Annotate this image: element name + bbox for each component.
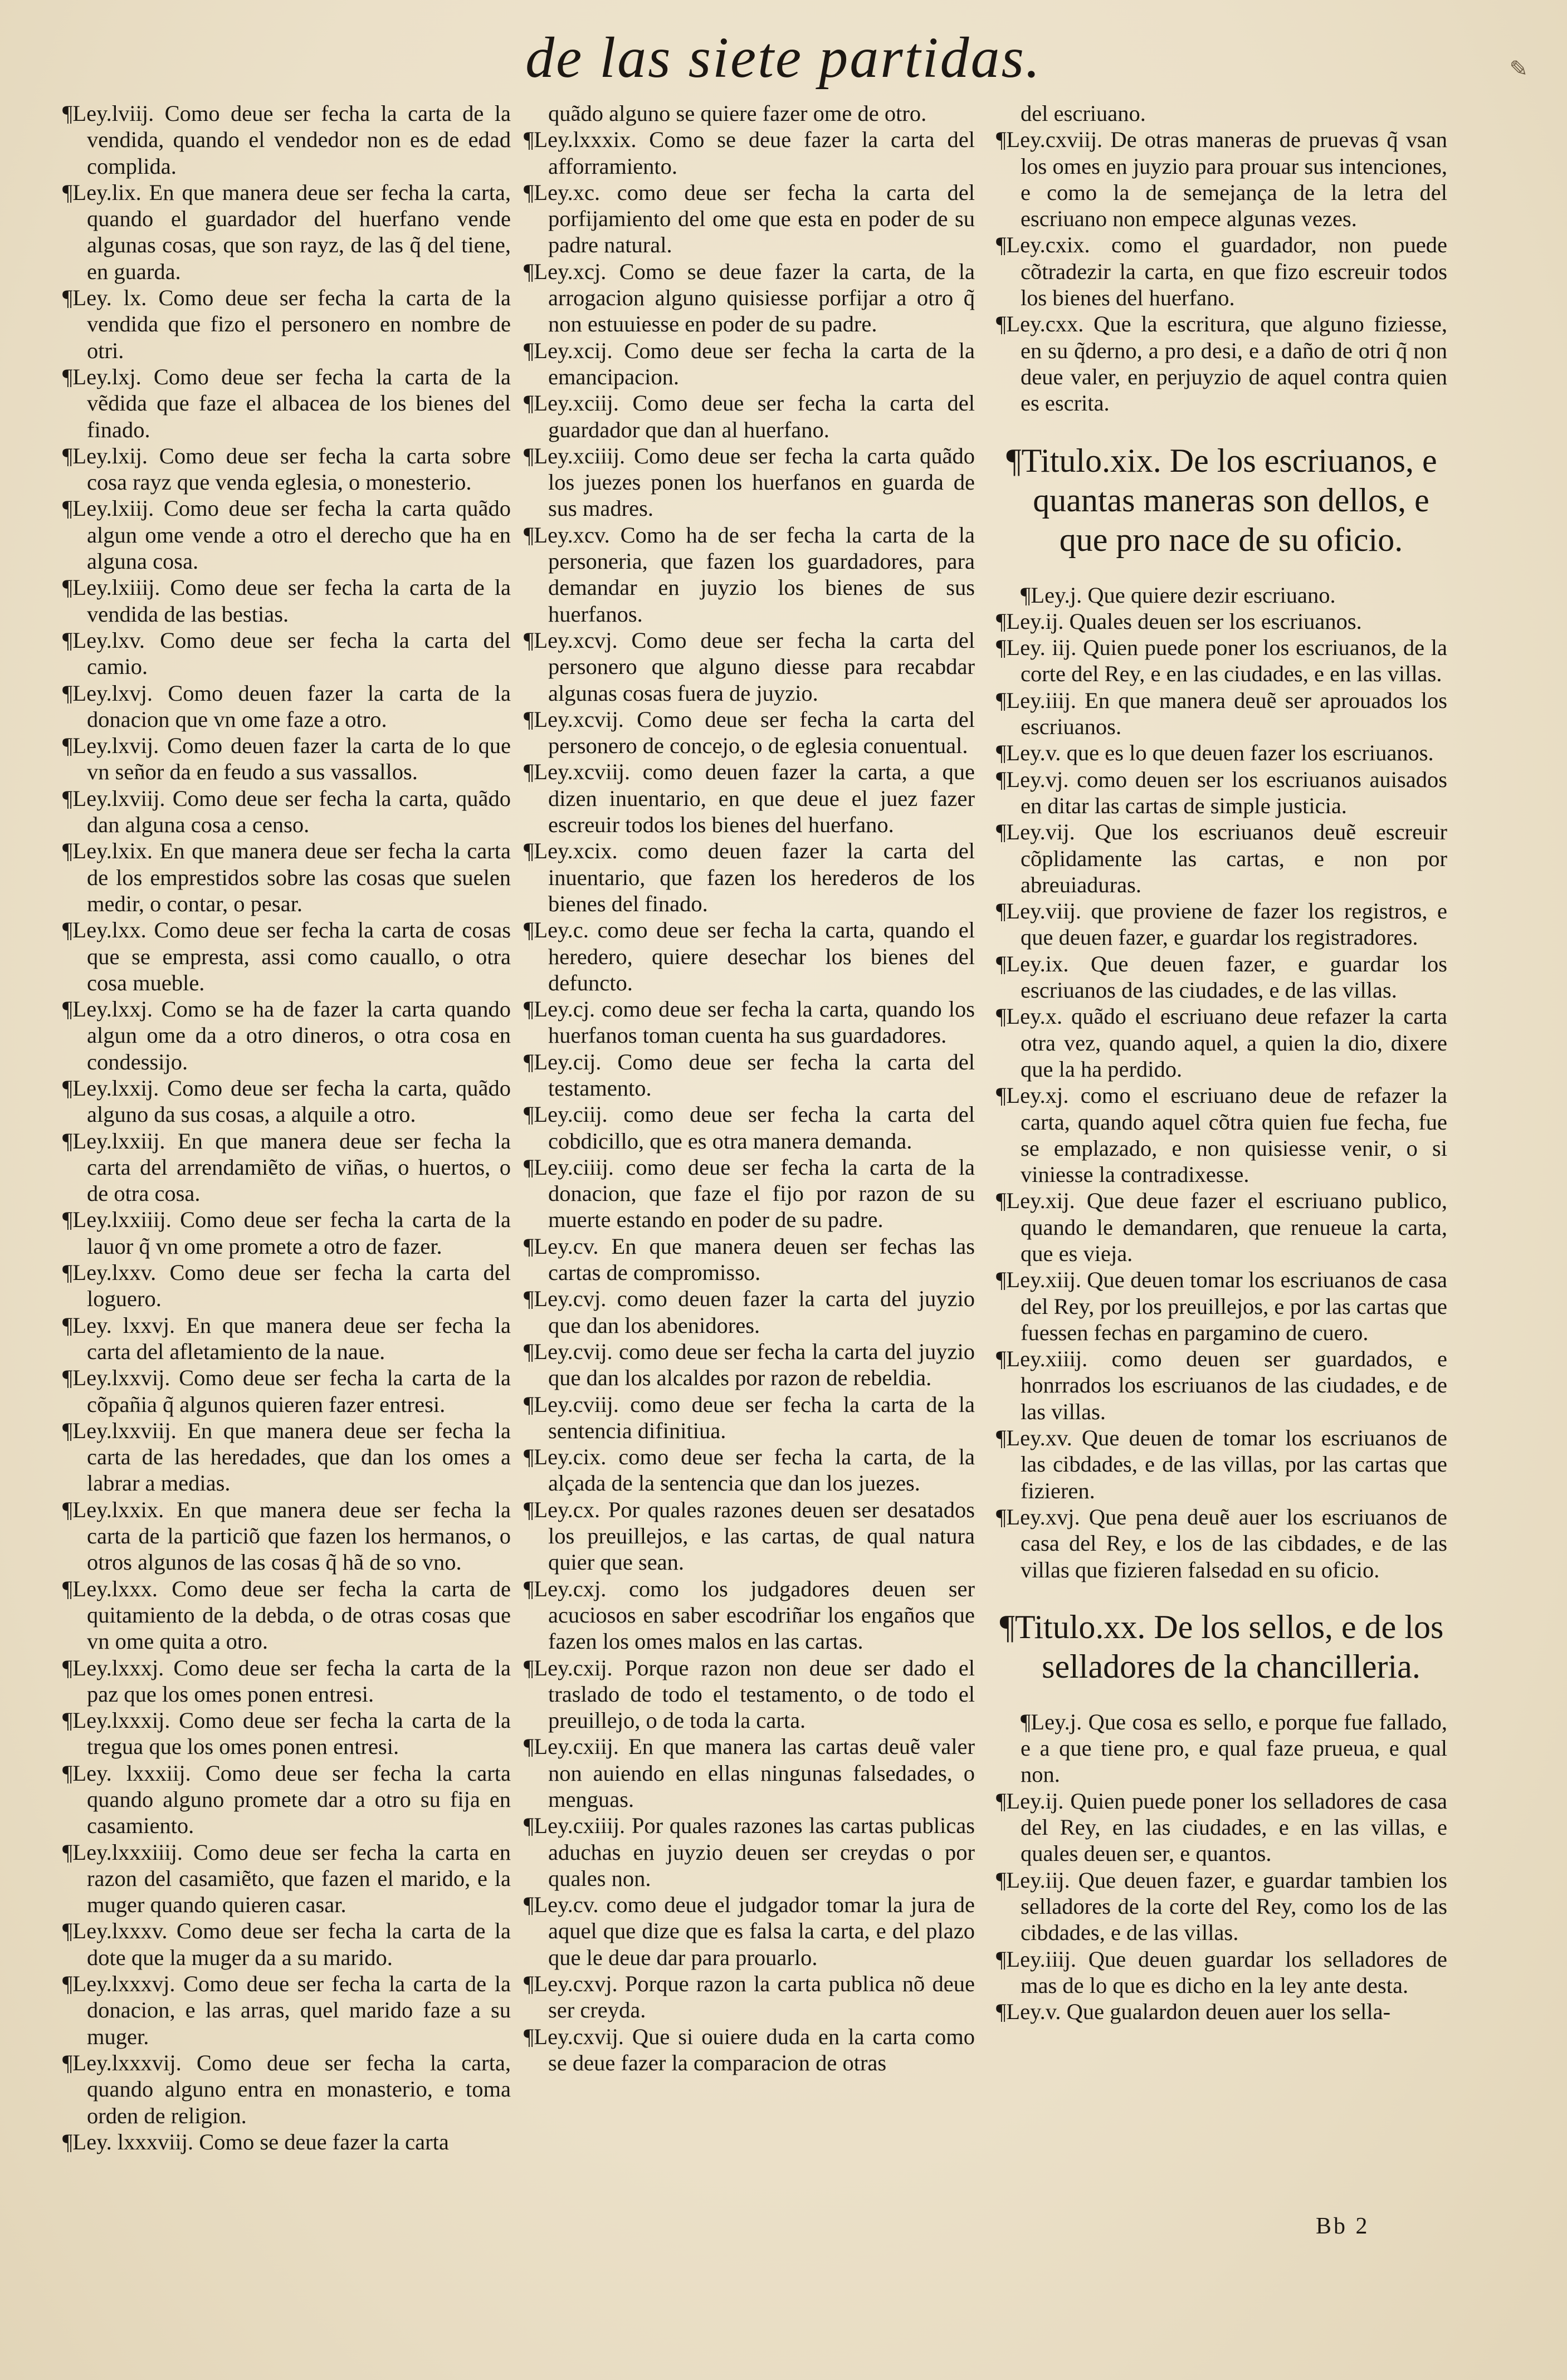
ley-entry: ¶Ley.lxxxvij. Como deue ser fecha la carta, quando alguno entra en monasterio, e toma orden de religion. (62, 2050, 511, 2128)
ley-entry: ¶Ley.viij. que proviene de fazer los registros, e que deuen fazer, e guardar los registradores. (996, 898, 1447, 950)
column-left (62, 100, 511, 2155)
ley-entry: ¶Ley.lxij. Como deue ser fecha la carta sobre cosa rayz que venda eglesia, o monesterio. (62, 443, 511, 495)
ley-entry: quãdo alguno se quiere fazer ome de otro. (548, 101, 927, 126)
running-title: de las siete partidas. (525, 26, 1042, 90)
title-xx-heading: ¶Titulo.xx. De los sellos, e de los selladores de la chancilleria. (999, 1608, 1444, 1685)
ley-entry: ¶Ley.lxx. Como deue ser fecha la carta de cosas que se empresta, assi como cauallo, o otra cosa mueble. (62, 917, 511, 995)
column-right (996, 100, 1447, 2025)
ley-entry: ¶Ley. lxxvj. En que manera deue ser fecha la carta del afletamiento de la naue. (62, 1312, 511, 1364)
col3-entries-b (996, 582, 1447, 1583)
ley-entry: ¶Ley.v. Que gualardon deuen auer los sella- (996, 1999, 1391, 2025)
ley-entry: ¶Ley.lxxxix. Como se deue fazer la carta del afforramiento. (524, 127, 975, 179)
ley-entry: ¶Ley.cxiij. En que manera las cartas deuẽ valer non auiendo en ellas ningunas falsedades, o menguas. (524, 1734, 975, 1812)
ley-entry: ¶Ley.cxij. Porque razon non deue ser dado el traslado de todo el testamento, o de todo el preuillejo, o de toda la carta. (524, 1655, 975, 1733)
ley-entry: ¶Ley.ij. Quien puede poner los selladores de casa del Rey, en las ciudades, e en las villas, e quales deuen ser, e quantos. (996, 1788, 1447, 1866)
ley-entry: ¶Ley.xcvij. Como deue ser fecha la carta del personero de concejo, o de eglesia conuentual. (524, 706, 975, 759)
ley-entry: ¶Ley.xcvj. Como deue ser fecha la carta del personero que alguno diesse para recabdar algunas cosas fuera de juyzio. (524, 627, 975, 706)
ley-entry: ¶Ley.vij. Que los escriuanos deuẽ escreuir cõplidamente las cartas, e non por abreuiaduras. (996, 819, 1447, 897)
ley-entry: ¶Ley.xc. como deue ser fecha la carta del porfijamiento del ome que esta en poder de su padre natural. (524, 179, 975, 258)
ley-entry: ¶Ley.ciij. como deue ser fecha la carta del cobdicillo, que es otra manera demanda. (524, 1102, 975, 1154)
ley-entry: ¶Ley.lxix. En que manera deue ser fecha la carta de los emprestidos sobre las cosas que suelen medir, o contar, o pesar. (62, 838, 511, 916)
ley-entry: ¶Ley. lxxxiij. Como deue ser fecha la carta quando alguno promete dar a otro su fija en casamiento. (62, 1760, 511, 1839)
ley-entry: ¶Ley.xj. como el escriuano deue de refazer la carta, quando aquel cõtra quien fue fecha, fue se emplazado, e non quisiesse venir, o si viniesse la contradixesse. (996, 1083, 1447, 1187)
ley-entry: ¶Ley. iij. Quien puede poner los escriuanos, de la corte del Rey, e en las ciudades, e en las villas. (996, 635, 1447, 687)
ley-entry: ¶Ley.lviij. Como deue ser fecha la carta de la vendida, quando el vendedor non es de edad complida. (62, 101, 511, 179)
ley-entry: ¶Ley.iiij. En que manera deuẽ ser aprouados los escriuanos. (996, 687, 1447, 740)
ley-entry: ¶Ley.lxxix. En que manera deue ser fecha la carta de la particiõ que fazen los hermanos, o otros algunos de las cosas q̃ hã de so vno. (62, 1497, 511, 1575)
ley-entry: ¶Ley.lxxxiiij. Como deue ser fecha la carta en razon del casamiẽto, que fazen el marido, e la muger quando quieren casar. (62, 1839, 511, 1918)
ley-entry: ¶Ley.cij. Como deue ser fecha la carta del testamento. (524, 1049, 975, 1101)
ley-entry: ¶Ley.cix. como deue ser fecha la carta, de la alçada de la sentencia que dan los juezes. (524, 1444, 975, 1496)
ley-entry: ¶Ley.j. Que quiere dezir escriuano. (1021, 582, 1336, 608)
ley-entry: ¶Ley.cxvj. Porque razon la carta publica nõ deue ser creyda. (524, 1971, 975, 2023)
ley-entry: ¶Ley.cvj. como deuen fazer la carta del juyzio que dan los abenidores. (524, 1286, 975, 1338)
ley-entry: ¶Ley.lxviij. Como deue ser fecha la carta, quãdo dan alguna cosa a censo. (62, 785, 511, 838)
ley-entry: del escriuano. (1021, 101, 1146, 126)
ley-entry: ¶Ley.cxx. Que la escritura, que alguno fiziesse, en su q̃derno, a pro desi, e a daño de otri q̃ non deue valer, en perjuyzio de aquel contra quien es escrita. (996, 311, 1447, 416)
ley-entry: ¶Ley.xcv. Como ha de ser fecha la carta de la personeria, que fazen los guardadores, para demandar en juyzio los bienes de sus huerfanos. (524, 522, 975, 627)
ley-entry: ¶Ley.xcj. Como se deue fazer la carta, de la arrogacion alguno quisiesse porfijar a otro q̃ non estuuiesse en poder de su padre. (524, 258, 975, 337)
ley-entry: ¶Ley.lxxxv. Como deue ser fecha la carta de la dote que la muger da a su marido. (62, 1918, 511, 1970)
column-middle (524, 100, 975, 2076)
ley-entry: ¶Ley.x. quãdo el escriuano deue refazer la carta otra vez, quando aquel, a quien la dio, dixere que la ha perdido. (996, 1004, 1447, 1082)
ley-entry: ¶Ley.lxiij. Como deue ser fecha la carta quãdo algun ome vende a otro el derecho que ha en alguna cosa. (62, 496, 511, 574)
ley-entry: ¶Ley. lx. Como deue ser fecha la carta de la vendida que fizo el personero en nombre de otri. (62, 285, 511, 363)
col3-entries-c (996, 1709, 1447, 2025)
ley-entry: ¶Ley.xcij. Como deue ser fecha la carta de la emancipacion. (524, 338, 975, 389)
ley-entry: ¶Ley.lxvj. Como deuen fazer la carta de la donacion que vn ome faze a otro. (62, 680, 511, 732)
ley-entry: ¶Ley.j. Que cosa es sello, e porque fue fallado, e a que tiene pro, e qual faze prueua, e qual non. (1021, 1709, 1447, 1787)
ley-entry: ¶Ley.cv. como deue el judgador tomar la jura de aquel que dize que es falsa la carta, e del plazo que le deue dar para prouarlo. (524, 1892, 975, 1970)
ley-entry: ¶Ley.xiiij. como deuen ser guardados, e honrrados los escriuanos de las ciudades, e de las villas. (996, 1346, 1447, 1424)
ley-entry: ¶Ley.lxv. Como deue ser fecha la carta del camio. (62, 627, 511, 680)
ley-entry: ¶Ley.cv. En que manera deuen ser fechas las cartas de compromisso. (524, 1233, 975, 1286)
ley-entry: ¶Ley.lxxj. Como se ha de fazer la carta quando algun ome da a otro dineros, o otra cosa en condessijo. (62, 996, 511, 1074)
signature-mark: Bb 2 (1316, 2213, 1370, 2239)
ley-entry: ¶Ley.lxxxj. Como deue ser fecha la carta de la paz que los omes ponen entresi. (62, 1655, 511, 1707)
ley-entry: ¶Ley.lxxviij. En que manera deue ser fecha la carta de las heredades, que dan los omes a labrar a medias. (62, 1418, 511, 1496)
ley-entry: ¶Ley.xv. Que deuen de tomar los escriuanos de las cibdades, e de las villas, por las cartas que fizieren. (996, 1425, 1447, 1503)
ley-entry: ¶Ley.lxxxij. Como deue ser fecha la carta de la tregua que los omes ponen entresi. (62, 1708, 511, 1760)
ley-entry: ¶Ley.cviij. como deue ser fecha la carta de la sentencia difinitiua. (524, 1391, 975, 1443)
pen-mark-icon: ✎ (1509, 56, 1528, 81)
ley-entry: ¶Ley.lxxiij. En que manera deue ser fecha la carta del arrendamiẽto de viñas, o huertos, o de otra cosa. (62, 1128, 511, 1206)
ley-entry: ¶Ley.ij. Quales deuen ser los escriuanos. (996, 608, 1362, 634)
ley-entry: ¶Ley.lxvij. Como deuen fazer la carta de lo que vn señor da en feudo a sus vassallos. (62, 733, 511, 785)
col3-entries-a (996, 100, 1447, 417)
ley-entry: ¶Ley.ix. Que deuen fazer, e guardar los escriuanos de las ciudades, e de las villas. (996, 951, 1447, 1003)
ley-entry: ¶Ley.xcix. como deuen fazer la carta del inuentario, que fazen los herederos de los bienes del finado. (524, 838, 975, 916)
ley-entry: ¶Ley.xiij. Que deuen tomar los escriuanos de casa del Rey, por los preuillejos, e por las cartas que fuessen fechas en pargamino de cuero. (996, 1267, 1447, 1345)
ley-entry: ¶Ley.xcviij. como deuen fazer la carta, a que dizen inuentario, en que deue el juez fazer escreuir todos los bienes del huerfano. (524, 759, 975, 838)
ley-entry: ¶Ley. lxxxviij. Como se deue fazer la carta (62, 2129, 449, 2154)
ley-entry: ¶Ley.cj. como deue ser fecha la carta, quando los huerfanos toman cuenta ha sus guardadores. (524, 996, 975, 1048)
ley-entry: ¶Ley.cxiiij. Por quales razones las cartas publicas aduchas en juyzio deuen ser creydas o por quales non. (524, 1813, 975, 1891)
title-xix-heading: ¶Titulo.xix. De los escriuanos, e quantas maneras son dellos, e que pro nace de su oficio. (1006, 442, 1437, 558)
ley-entry: ¶Ley.lxxxvj. Como deue ser fecha la carta de la donacion, e las arras, quel marido faze a su muger. (62, 1971, 511, 2049)
ley-entry: ¶Ley.lxiiij. Como deue ser fecha la carta de la vendida de las bestias. (62, 575, 511, 627)
ley-entry: ¶Ley.v. que es lo que deuen fazer los escriuanos. (996, 740, 1434, 766)
ley-entry: ¶Ley.lix. En que manera deue ser fecha la carta, quando el guardador del huerfano vende algunas cosas, que son rayz, de las q̃ del tiene, en guarda. (62, 179, 511, 284)
ley-entry: ¶Ley.xvj. Que pena deuẽ auer los escriuanos de casa del Rey, e los de las cibdades, e de las villas que fizieren falsedad en su oficio. (996, 1504, 1447, 1582)
ley-entry: ¶Ley.cxvij. Que si ouiere duda en la carta como se deue fazer la comparacion de otras (524, 2024, 975, 2075)
ley-entry: ¶Ley.xciiij. Como deue ser fecha la carta quãdo los juezes ponen los huerfanos en guarda de sus madres. (524, 443, 975, 521)
ley-entry: ¶Ley.iiij. Que deuen guardar los selladores de mas de lo que es dicho en la ley ante desta. (996, 1946, 1447, 1998)
ley-entry: ¶Ley.cx. Por quales razones deuen ser desatados los preuillejos, e las cartas, de qual natura quier que sean. (524, 1497, 975, 1575)
ley-entry: ¶Ley.lxxij. Como deue ser fecha la carta, quãdo alguno da sus cosas, a alquile a otro. (62, 1075, 511, 1127)
ley-entry: ¶Ley.xciij. Como deue ser fecha la carta del guardador que dan al huerfano. (524, 390, 975, 442)
ley-entry: ¶Ley.lxj. Como deue ser fecha la carta de la vẽdida que faze el albacea de los bienes del finado. (62, 364, 511, 442)
ley-entry: ¶Ley.xij. Que deue fazer el escriuano publico, quando le demandaren, que renueue la carta, que es vieja. (996, 1188, 1447, 1266)
ley-entry: ¶Ley.cxj. como los judgadores deuen ser acuciosos en saber escodriñar los engaños que fazen los omes malos en las cartas. (524, 1576, 975, 1654)
ley-entry: ¶Ley.cxviij. De otras maneras de pruevas q̃ vsan los omes en juyzio para prouar sus intenciones, e como la de semejança de la letra del escriuano non empece algunas vezes. (996, 127, 1447, 232)
ley-entry: ¶Ley.vj. como deuen ser los escriuanos auisados en ditar las cartas de simple justicia. (996, 766, 1447, 818)
ley-entry: ¶Ley.lxxx. Como deue ser fecha la carta de quitamiento de la debda, o de otras cosas que vn ome quita a otro. (62, 1576, 511, 1654)
ley-entry: ¶Ley.cxix. como el guardador, non puede cõtradezir la carta, en que fizo escreuir todos los bienes del huerfano. (996, 232, 1447, 311)
ley-entry: ¶Ley.iij. Que deuen fazer, e guardar tambien los selladores de la corte del Rey, como los de las cibdades, e de las villas. (996, 1867, 1447, 1946)
ley-entry: ¶Ley.ciiij. como deue ser fecha la carta de la donacion, que faze el fijo por razon de su muerte estando en poder de su padre. (524, 1154, 975, 1233)
ley-entry: ¶Ley.lxxvij. Como deue ser fecha la carta de la cõpañia q̃ algunos quieren fazer entresi. (62, 1365, 511, 1417)
ley-entry: ¶Ley.lxxv. Como deue ser fecha la carta del loguero. (62, 1260, 511, 1312)
ley-entry: ¶Ley.cvij. como deue ser fecha la carta del juyzio que dan los alcaldes por razon de rebeldia. (524, 1338, 975, 1391)
ley-entry: ¶Ley.lxxiiij. Como deue ser fecha la carta de la lauor q̃ vn ome promete a otro de fazer. (62, 1207, 511, 1259)
ley-entry: ¶Ley.c. como deue ser fecha la carta, quando el heredero, quiere desechar los bienes del defuncto. (524, 917, 975, 995)
